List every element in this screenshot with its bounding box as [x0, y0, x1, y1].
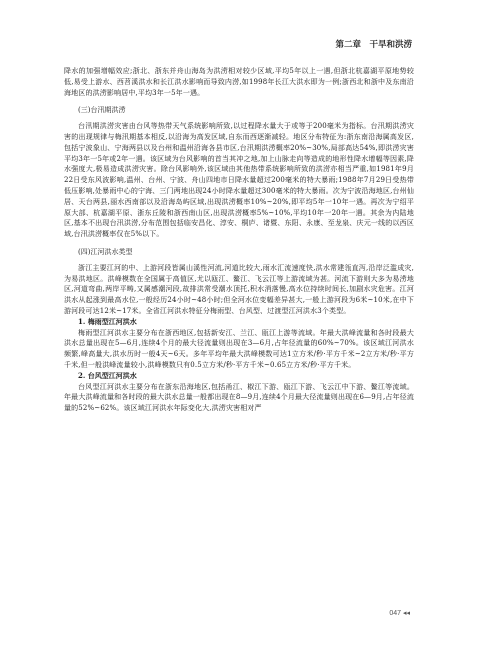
section-heading: (四)江河洪水类型 [78, 247, 133, 256]
section-heading: (三)台汛期洪涝 [78, 106, 126, 115]
subsection-heading: 1. 梅雨型江河洪水 [78, 316, 137, 326]
subsection-heading: 2. 台风型江河洪水 [78, 370, 137, 380]
running-header: 第二章 干旱和洪涝 [335, 40, 412, 50]
page-number: 047 ◂◂ [389, 610, 410, 617]
paragraph: 台风型江河洪水主要分布在浙东沿海地区,包括甬江、椒江下游、瓯江下游、飞云江中下游、鳌江等流域。年最大洪峰流量和各时段的最大洪水总量一般都出现在8—9月,连续4个月最大径流量则出现在6—9月,占年径流量的52%~62%。该区域江河洪水年际变化大,洪涝灾害相对严 [64, 382, 414, 413]
paragraph: 浙江主要江河的中、上游河段皆属山溪性河流,河道比较大,雨水汇流速度快,洪水常建瓴直泻,沿岸泛滥成灾,为易洪地区。洪峰模数在全国属于高值区,尤以瓯江、鳌江、飞云江等上游流域为甚。河流下游则大多为易涝地区,河道弯曲,两岸平畴,又属感潮河段,故排洪常受潮水顶托,积水消落慢,高水位持续时间长,加剧水灾危害。江河洪水从起涨到最高水位,一般经历24小时~48小时;但全河水位变幅差异甚大,一般上游河段为6米~10米,在中下游河段可达12米~17米。全省江河洪水特征分梅雨型、台风型、过渡型江河洪水3个类型。 [64, 263, 414, 315]
paragraph: 梅雨型江河洪水主要分布在浙西地区,包括新安江、兰江、瓯江上游等流域。年最大洪峰流量和各时段最大洪水总量出现在5—6月,连续4个月的最大径流量则出现在3—6月,占年径流量的60%~70%。该区域江河洪水频繁,峰高量大,洪水历时一般4天~6天。多年平均年最大洪峰模数可达1立方米/秒·平方千米~2立方米/秒·平方千米,但一般洪峰流量较小,洪峰模数只有0.5立方米/秒·平方千米~0.65立方米/秒·平方千米。 [64, 328, 414, 369]
paragraph: 台汛期洪涝灾害由台风等热带天气系统影响所致,以过程降水量大于或等于200毫米为指标。台汛期洪涝灾害的出现规律与梅汛期基本相反,以沿海为高发区域,自东而西逐渐减轻。地区分布特征为:浙东南沿海属高发区,包括宁波象山、宁海两县以及台州和温州沿海各县市区,台汛期洪涝概率20%~30%,局部高达54%,即洪涝灾害平均3年一5年或2年一遇。该区域为台风影响的首当其冲之地,加上山脉走向等造成的地形性降水增幅等因素,降水强度大,极易造成洪涝灾害。除台风影响外,该区域由其他热带系统影响所致的洪涝亦相当严重,如1981年9月22日受东风波影响,温州、台州、宁波、舟山四地市日降水量超过200毫米的特大暴雨;1988年7月29日受热带低压影响,处暴雨中心的宁海、三门两地出现24小时降水量超过300毫米的特大暴雨。次为宁波沿海地区,台州仙居、天台两县,丽水西南部以及沿海岛屿区域,出现洪涝概率10%~20%,即平均5年一10年一遇。再次为宁绍平原大部、杭嘉湖平原、浙东丘陵和浙西南山区,出现洪涝概率5%~10%,平均10年一20年一遇。其余为内陆地区,基本不出现台汛洪涝,分布范围包括临安昌化、淳安、桐庐、诸暨、东阳、永康、至龙泉、庆元一线的以西区域,台汛洪涝概率仅在5%以下。 [64, 122, 414, 239]
paragraph: 降水的加强增幅效应;浙北、浙东并舟山海岛为洪涝相对较少区域,平均5年以上一遇,但浙北杭嘉湖平原地势较低,易受上游水、西苕溪洪水和长江洪水影响而导致内涝,如1998年长江大洪水即为一例;浙西北和浙中及东南沿海地区的洪涝影响居中,平均3年一5年一遇。 [64, 67, 414, 97]
main-text [64, 66, 414, 414]
